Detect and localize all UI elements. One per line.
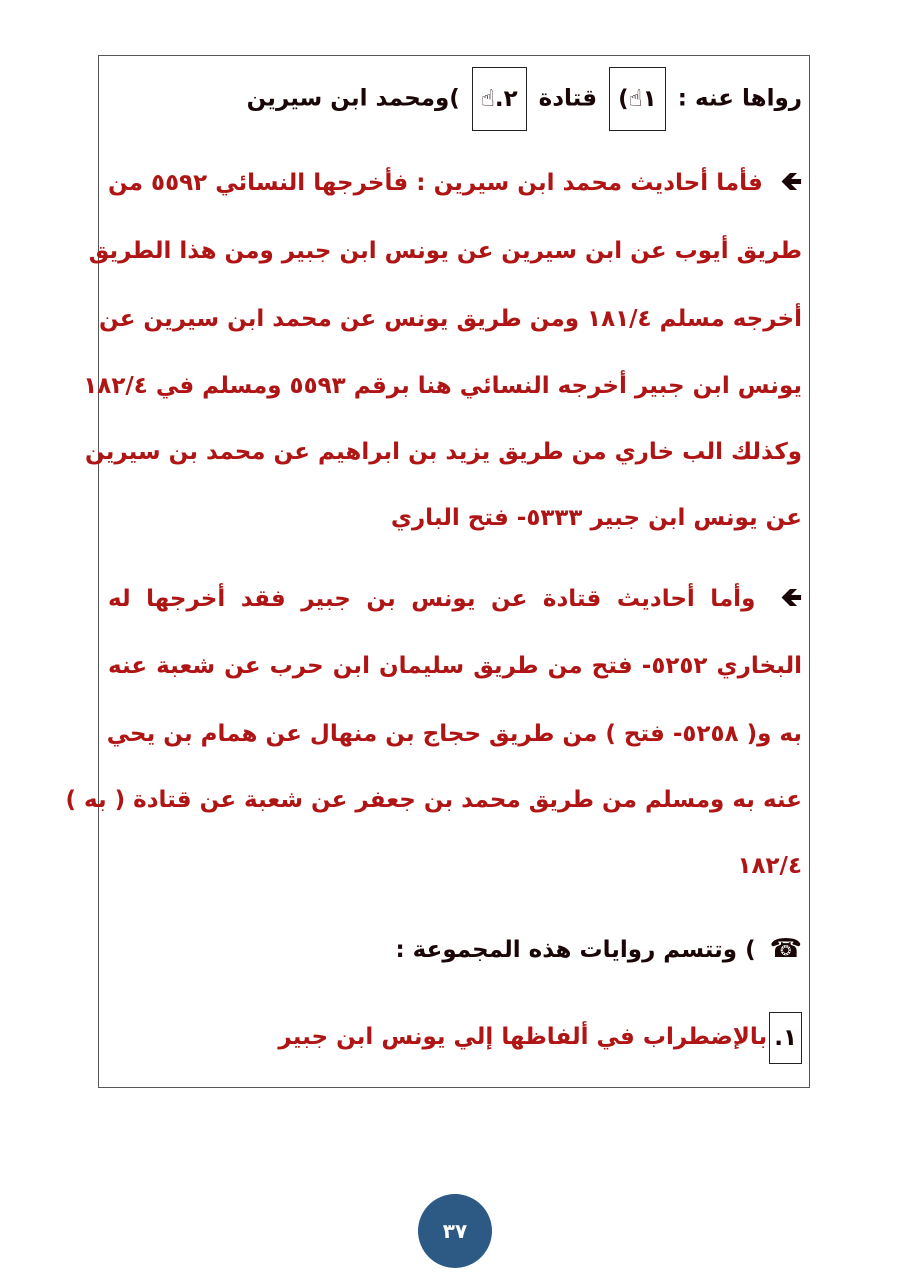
section1-lead: فأما أحاديث	[630, 170, 763, 196]
section1-line4: يونس ابن جبير أخرجه النسائي هنا برقم ٥٥٩٣ ومسلم في ١٨٢/٤	[83, 373, 802, 399]
section2-line3: به و( ٥٢٥٨- فتح ) من طريق حجاج بن منهال عن همام بن يحي	[106, 721, 802, 747]
section1-line5: وكذلك الب خاري من طريق يزيد بن ابراهيم عن محمد بن سيرين	[85, 439, 802, 465]
telephone-icon: ☎	[769, 934, 802, 964]
section3-text: ) وتتسم روايات هذه المجموعة :	[395, 937, 756, 963]
section1-line1	[108, 162, 802, 203]
section1-highlight: محمد ابن سيرين	[433, 170, 623, 196]
arrow-left-icon: 🡸	[780, 167, 802, 197]
section2-line1	[108, 578, 802, 619]
section2-line5: ١٨٢/٤	[737, 853, 802, 879]
section2-highlight: قتادة عن يونس بن جبير	[301, 586, 602, 612]
section1-line1-rest: : فأخرجها النسائي ٥٥٩٢ من	[108, 170, 426, 196]
section1-line3: أخرجه مسلم ١٨١/٤ ومن طريق يونس عن محمد ابن سيرين عن	[99, 306, 802, 332]
narrators-line	[108, 67, 802, 131]
list-item-1	[108, 1010, 802, 1064]
page-number-badge: ٣٧	[418, 1194, 492, 1268]
list-item-number: ١.	[769, 1012, 802, 1064]
name-qatada: قتادة	[538, 85, 598, 112]
section2-line4: عنه به ومسلم من طريق محمد بن جعفر عن شعبة عن قتادة ( به )	[65, 787, 802, 813]
list-item-text: بالإضطراب في ألفاظها إلي يونس ابن جبير	[278, 1024, 768, 1050]
section2-line1-rest: فقد أخرجها له	[108, 586, 286, 612]
section2-lead: وأما أحاديث	[616, 586, 756, 612]
narrators-tail: )ومحمد ابن سيرين	[246, 85, 460, 112]
section3-line	[108, 929, 802, 970]
section1-line2: طريق أيوب عن ابن سيرين عن يونس ابن جبير ومن هذا الطريق	[88, 238, 802, 264]
numbered-box-1: ١☝)	[609, 67, 666, 131]
numbered-box-2: ٢.☝	[472, 67, 527, 131]
narrators-intro: رواها عنه :	[677, 85, 802, 112]
arrow-left-icon: 🡸	[780, 583, 803, 613]
section1-line6: عن يونس ابن جبير ٥٣٣٣- فتح الباري	[390, 505, 802, 531]
section2-line2: البخاري ٥٢٥٢- فتح من طريق سليمان ابن حرب عن شعبة عنه	[108, 653, 802, 679]
